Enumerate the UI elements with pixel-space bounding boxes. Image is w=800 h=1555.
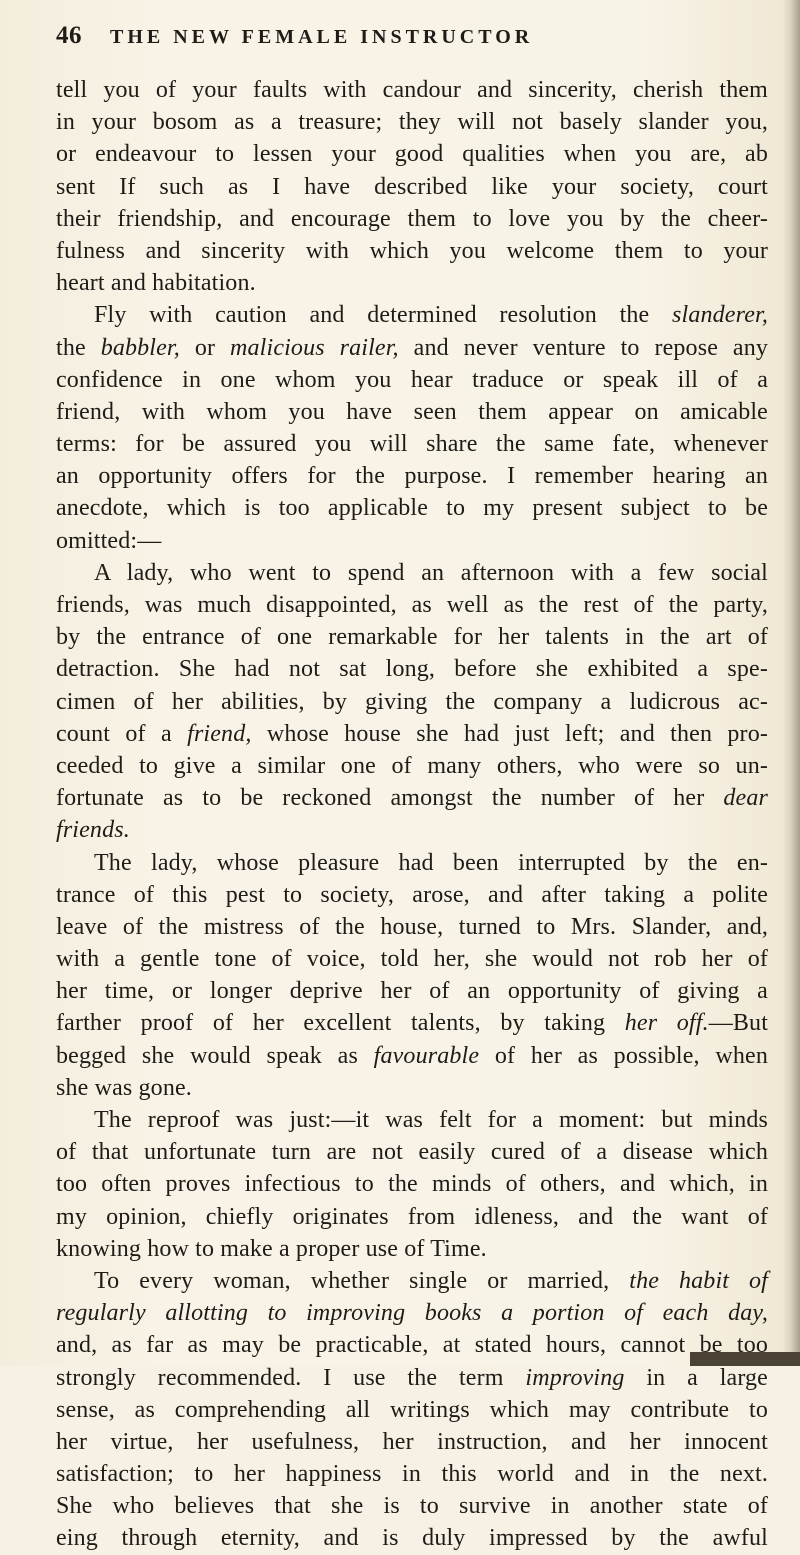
text-segment: she was gone. — [56, 1074, 192, 1101]
text-line — [56, 1362, 768, 1394]
text-line — [56, 1040, 768, 1072]
text-line — [56, 653, 768, 685]
text-line — [56, 1265, 768, 1297]
text-segment: count of a — [56, 720, 188, 747]
text-segment: begged she would speak as — [56, 1042, 374, 1069]
text-segment: leave of the mistress of the house, turned to Mrs. Slander, and, — [56, 913, 768, 940]
text-line — [56, 718, 768, 750]
text-segment: and never venture to repose any — [398, 334, 769, 361]
text-line — [56, 1490, 768, 1522]
text-segment: To every woman, whether single or married, — [94, 1267, 630, 1294]
text-segment: my opinion, chiefly originates from idleness, and the want of — [56, 1203, 768, 1230]
page-header — [56, 22, 756, 58]
text-segment: —But — [708, 1010, 769, 1037]
text-segment: knowing how to make a proper use of Time. — [56, 1235, 487, 1262]
text-line — [56, 1136, 768, 1168]
text-segment: anecdote, which is too applicable to my present subject to be — [56, 495, 768, 522]
text-segment: A lady, who went to spend an afternoon with a few social — [94, 559, 768, 586]
text-segment: eing through eternity, and is duly impressed by the awful — [56, 1525, 768, 1552]
text-segment: her virtue, her usefulness, her instruction, and her innocent — [56, 1428, 768, 1455]
text-segment: Fly with caution and determined resolution the — [94, 302, 673, 329]
italic-text: improving — [525, 1364, 625, 1391]
page-number: 46 — [56, 22, 82, 49]
text-line — [56, 1168, 768, 1200]
italic-text: friends. — [56, 817, 130, 844]
text-segment: fulness and sincerity with which you welcome them to your — [56, 237, 768, 264]
text-line — [56, 396, 768, 428]
body-text — [56, 74, 768, 1555]
text-segment: trance of this pest to society, arose, and after taking a polite — [56, 881, 768, 908]
text-segment: friend, with whom you have seen them appear on amicable — [56, 398, 768, 425]
text-segment: sent If such as I have described like your society, court — [56, 173, 768, 200]
text-segment: of her as possible, when — [479, 1042, 768, 1069]
text-line — [56, 1201, 768, 1233]
text-line — [56, 299, 768, 331]
text-line — [56, 750, 768, 782]
text-line — [56, 203, 768, 235]
italic-text: her off. — [624, 1010, 709, 1037]
text-line — [56, 74, 768, 106]
text-line — [56, 814, 768, 846]
text-line — [56, 267, 768, 299]
text-segment: confidence in one whom you hear traduce or speak ill of a — [56, 366, 768, 393]
text-line — [56, 847, 768, 879]
text-line — [56, 879, 768, 911]
text-line — [56, 589, 768, 621]
italic-text: friend, — [187, 720, 252, 747]
italic-text: the habit of — [629, 1267, 768, 1294]
text-segment: and, as far as may be practicable, at stated hours, cannot be too — [56, 1332, 768, 1359]
text-segment: The reproof was just:—it was felt for a moment: but minds — [94, 1107, 768, 1133]
running-title: THE NEW FEMALE INSTRUCTOR — [110, 26, 534, 48]
text-line — [56, 911, 768, 943]
text-line — [56, 1233, 768, 1265]
italic-text: regularly allotting to improving books a portion of each day, — [56, 1300, 768, 1327]
text-line — [56, 1426, 768, 1458]
text-line — [56, 525, 768, 557]
page-edge-shadow — [782, 0, 800, 1366]
text-line — [56, 138, 768, 170]
text-line — [56, 1007, 768, 1039]
text-line — [56, 235, 768, 267]
text-segment: fortunate as to be reckoned amongst the number of her — [56, 785, 724, 812]
text-line — [56, 686, 768, 718]
text-segment: ceeded to give a similar one of many others, who were so un- — [56, 752, 768, 779]
text-line — [56, 943, 768, 975]
text-line — [56, 106, 768, 138]
text-segment: in your bosom as a treasure; they will not basely slander you, — [56, 109, 768, 136]
text-segment: omitted:— — [56, 527, 162, 554]
text-segment: her time, or longer deprive her of an opportunity of giving a — [56, 978, 768, 1005]
text-line — [56, 557, 768, 589]
text-line — [56, 1329, 768, 1361]
text-line — [56, 1104, 768, 1136]
text-segment: terms: for be assured you will share the same fate, whenever — [56, 431, 768, 458]
text-segment: friends, was much disappointed, as well as the rest of the party, — [56, 592, 768, 618]
italic-text: babbler, — [100, 334, 180, 361]
text-segment: cimen of her abilities, by giving the company a ludicrous ac- — [56, 688, 768, 715]
text-line — [56, 621, 768, 653]
text-line — [56, 975, 768, 1007]
text-segment: tell you of your faults with candour and sincerity, cherish them — [56, 77, 768, 103]
text-line — [56, 428, 768, 460]
italic-text: slanderer, — [672, 302, 768, 329]
italic-text: favourable — [373, 1042, 480, 1069]
text-line — [56, 171, 768, 203]
text-line — [56, 782, 768, 814]
text-line — [56, 492, 768, 524]
text-segment: or endeavour to lessen your good qualities when you are, ab — [56, 141, 768, 168]
text-line — [56, 1297, 768, 1329]
text-segment: sense, as comprehending all writings which may contribute to — [56, 1396, 768, 1423]
text-segment: or — [179, 334, 231, 361]
text-line — [56, 1072, 768, 1104]
text-line — [56, 1394, 768, 1426]
text-segment: with a gentle tone of voice, told her, she would not rob her of — [56, 946, 768, 973]
text-segment: The lady, whose pleasure had been interrupted by the en- — [94, 849, 768, 876]
text-segment: an opportunity offers for the purpose. I remember hearing an — [56, 463, 768, 490]
text-segment: in a large — [624, 1364, 768, 1391]
text-line — [56, 1458, 768, 1490]
text-segment: of that unfortunate turn are not easily cured of a disease which — [56, 1139, 768, 1166]
text-segment: satisfaction; to her happiness in this world and in the next. — [56, 1461, 768, 1488]
italic-text: dear — [723, 785, 768, 812]
text-line — [56, 364, 768, 396]
text-segment: too often proves infectious to the minds of others, and which, in — [56, 1171, 768, 1198]
text-segment: strongly recommended. I use the term — [56, 1364, 526, 1391]
text-line — [56, 332, 768, 364]
text-segment: their friendship, and encourage them to love you by the cheer- — [56, 205, 768, 232]
text-segment: detraction. She had not sat long, before she exhibited a spe- — [56, 656, 768, 683]
text-segment: heart and habitation. — [56, 270, 256, 297]
text-segment: by the entrance of one remarkable for her talents in the art of — [56, 624, 768, 651]
text-line — [56, 460, 768, 492]
text-line — [56, 1522, 768, 1554]
text-segment: the — [56, 334, 101, 361]
text-segment: She who believes that she is to survive in another state of — [56, 1493, 768, 1520]
text-segment: farther proof of her excellent talents, by taking — [56, 1010, 625, 1037]
italic-text: malicious railer, — [230, 334, 399, 361]
text-segment: whose house she had just left; and then pro- — [251, 720, 768, 747]
